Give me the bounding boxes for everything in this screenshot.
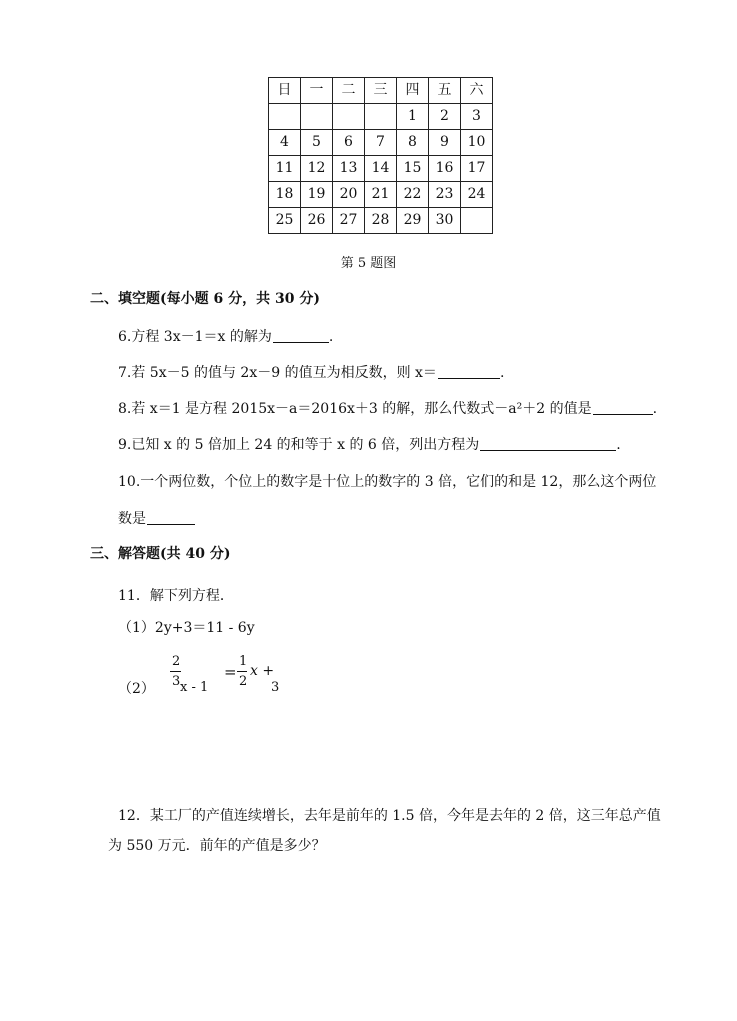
calendar-cell: 14 bbox=[365, 156, 397, 182]
equation-rhs-tail: 3 bbox=[271, 680, 280, 695]
calendar-header-cell: 三 bbox=[365, 78, 397, 104]
calendar-row bbox=[269, 130, 493, 156]
fraction-bar bbox=[170, 671, 181, 672]
calendar-cell: 17 bbox=[461, 156, 493, 182]
calendar-row bbox=[269, 208, 493, 234]
calendar-cell: 24 bbox=[461, 182, 493, 208]
fraction-numerator: 2 bbox=[172, 654, 181, 669]
calendar-cell: 11 bbox=[269, 156, 301, 182]
question-11: 11．解下列方程． bbox=[118, 588, 234, 604]
question-12-line2: 为 550 万元．前年的产值是多少？ bbox=[108, 838, 326, 854]
section-title: 三、解答题(共 40 分) bbox=[90, 546, 231, 562]
question-end: . bbox=[616, 437, 621, 453]
calendar-header-cell: 六 bbox=[461, 78, 493, 104]
calendar-cell: 9 bbox=[429, 130, 461, 156]
calendar-header-cell: 四 bbox=[397, 78, 429, 104]
calendar-cell: 4 bbox=[269, 130, 301, 156]
calendar-cell: 10 bbox=[461, 130, 493, 156]
calendar-cell: 27 bbox=[333, 208, 365, 234]
question-text: 7.若 5x－5 的值与 2x－9 的值互为相反数，则 x＝ bbox=[118, 365, 437, 381]
answer-blank bbox=[480, 436, 616, 451]
calendar-cell: 3 bbox=[461, 104, 493, 130]
calendar-header-cell: 五 bbox=[429, 78, 461, 104]
calendar-cell: 13 bbox=[333, 156, 365, 182]
calendar-cell bbox=[333, 104, 365, 130]
calendar-cell: 26 bbox=[301, 208, 333, 234]
calendar-header-row bbox=[269, 78, 493, 104]
question-8 bbox=[118, 398, 657, 418]
fraction-bar bbox=[237, 671, 247, 672]
answer-blank bbox=[438, 364, 500, 379]
calendar-cell: 29 bbox=[397, 208, 429, 234]
section-title: 二、填空题(每小题 6 分，共 30 分) bbox=[90, 291, 320, 307]
equation-lhs-tail: x - 1 bbox=[180, 680, 209, 695]
calendar-cell: 30 bbox=[429, 208, 461, 234]
question-end: . bbox=[328, 329, 334, 345]
question-text: 6.方程 3x－1＝x 的解为 bbox=[118, 329, 272, 345]
calendar-cell: 25 bbox=[269, 208, 301, 234]
question-7 bbox=[118, 362, 504, 382]
answer-blank bbox=[593, 400, 653, 415]
question-11-part2-label: （2） bbox=[118, 681, 155, 697]
calendar-header-cell: 一 bbox=[301, 78, 333, 104]
figure-caption: 第 5 题图 bbox=[340, 256, 397, 271]
question-9 bbox=[118, 434, 621, 454]
calendar-cell bbox=[269, 104, 301, 130]
calendar-cell: 23 bbox=[429, 182, 461, 208]
question-10-line1: 10.一个两位数，个位上的数字是十位上的数字的 3 倍，它们的和是 12，那么这个两位 bbox=[118, 474, 657, 490]
calendar-cell: 8 bbox=[397, 130, 429, 156]
calendar-cell: 19 bbox=[301, 182, 333, 208]
equation-rhs-mid: x + bbox=[250, 663, 275, 679]
answer-blank bbox=[273, 328, 329, 343]
equals-sign: = bbox=[224, 663, 237, 681]
calendar-cell: 21 bbox=[365, 182, 397, 208]
calendar-cell: 12 bbox=[301, 156, 333, 182]
answer-blank bbox=[147, 510, 195, 525]
calendar-header-cell: 日 bbox=[269, 78, 301, 104]
calendar-cell: 5 bbox=[301, 130, 333, 156]
calendar-cell: 28 bbox=[365, 208, 397, 234]
fraction-numerator: 1 bbox=[239, 654, 248, 669]
calendar-cell: 1 bbox=[397, 104, 429, 130]
calendar-row bbox=[269, 156, 493, 182]
calendar-table bbox=[268, 77, 493, 234]
question-text: 数是 bbox=[118, 511, 146, 527]
question-11-part1: （1）2y+3＝11 - 6y bbox=[118, 620, 255, 636]
calendar-row bbox=[269, 182, 493, 208]
question-text: 9.已知 x 的 5 倍加上 24 的和等于 x 的 6 倍，列出方程为 bbox=[118, 437, 480, 453]
calendar-cell: 15 bbox=[397, 156, 429, 182]
calendar-cell: 20 bbox=[333, 182, 365, 208]
question-end: . bbox=[499, 365, 505, 381]
calendar-cell bbox=[365, 104, 397, 130]
question-12-line1: 12．某工厂的产值连续增长，去年是前年的 1.5 倍，今年是去年的 2 倍，这三年总产值 bbox=[118, 808, 661, 824]
fraction-denominator: 2 bbox=[239, 674, 248, 689]
calendar-cell: 6 bbox=[333, 130, 365, 156]
calendar-cell: 18 bbox=[269, 182, 301, 208]
question-end: . bbox=[652, 401, 658, 417]
calendar-cell: 7 bbox=[365, 130, 397, 156]
calendar-row bbox=[269, 104, 493, 130]
calendar-cell bbox=[301, 104, 333, 130]
fraction-denominator: 3 bbox=[172, 674, 181, 689]
calendar-header-cell: 二 bbox=[333, 78, 365, 104]
question-10-line2 bbox=[118, 508, 195, 528]
calendar-cell: 22 bbox=[397, 182, 429, 208]
question-text: 8.若 x＝1 是方程 2015x－a＝2016x＋3 的解，那么代数式－a²＋2 的值是 bbox=[118, 401, 592, 417]
calendar-cell: 16 bbox=[429, 156, 461, 182]
question-6 bbox=[118, 326, 333, 346]
calendar-cell: 2 bbox=[429, 104, 461, 130]
calendar-cell bbox=[461, 208, 493, 234]
